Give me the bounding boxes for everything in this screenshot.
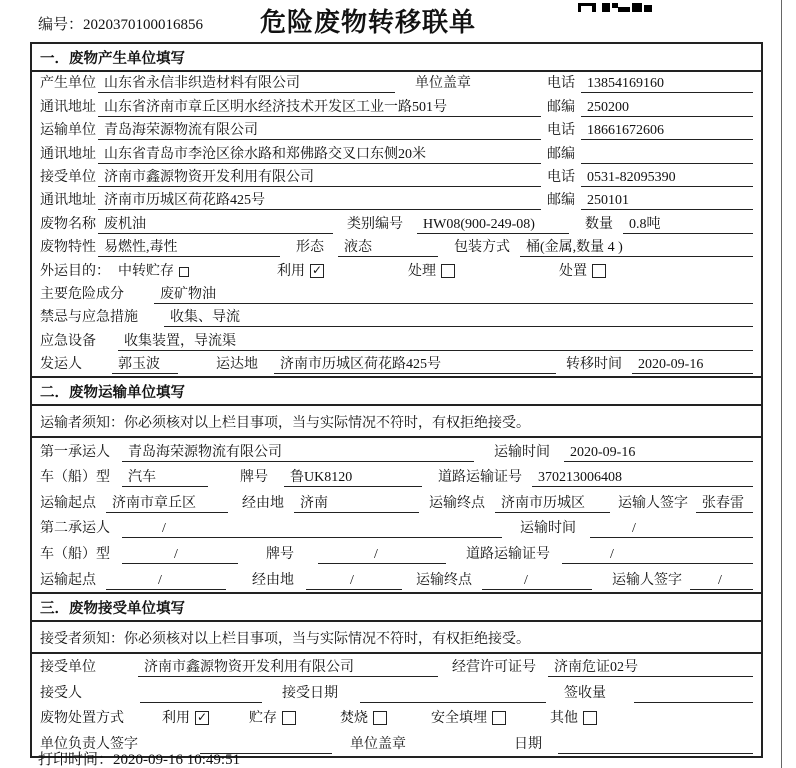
form-value: 液态	[338, 239, 438, 257]
producer-row	[32, 72, 761, 95]
transporter-phone-value: 18661672606	[581, 122, 753, 140]
hazard-label: 主要危险成分	[40, 286, 124, 302]
transporter-row	[32, 119, 761, 142]
destination-value: 济南市历城区荷花路425号	[274, 356, 556, 374]
trait-label: 废物特性	[40, 240, 96, 256]
packing-label: 包装方式	[454, 240, 510, 256]
page-title: 危险废物转移联单	[259, 7, 476, 37]
transfer-time-value: 2020-09-16	[632, 356, 753, 374]
waste-name-row	[32, 212, 761, 235]
terminus-label: 运输终点	[429, 495, 485, 511]
acceptor-label: 接受人	[40, 685, 82, 701]
consignor-label: 发运人	[40, 357, 82, 373]
disposal-label: 废物处置方式	[40, 711, 124, 727]
transport-time-label: 运输时间	[520, 521, 576, 537]
store-checkbox	[282, 711, 296, 725]
dispose-checkbox	[592, 264, 606, 278]
plate2-value: /	[318, 546, 446, 564]
option-label: 中转贮存	[118, 263, 174, 279]
transporter-label: 运输单位	[40, 123, 96, 139]
plate1-value: 鲁UK8120	[284, 469, 422, 487]
accept-unit-row	[32, 654, 761, 680]
zip-label: 邮编	[547, 99, 575, 115]
transporter-zip-value	[581, 146, 753, 164]
option-label: 处理	[408, 263, 436, 279]
waste-trait-row	[32, 236, 761, 259]
receiver-value: 济南市鑫源物资开发利用有限公司	[98, 169, 541, 187]
plate-label: 牌号	[240, 470, 268, 486]
carrier1-row	[32, 438, 761, 464]
transporter-notice: 运输者须知：你必须核对以上栏目事项，当与实际情况不符时，有权拒绝接受。	[32, 406, 761, 438]
sign1-value: 张春雷	[696, 495, 753, 513]
sign-qty-value	[634, 685, 753, 703]
permit2-value: /	[562, 546, 753, 564]
purpose-row	[32, 259, 761, 282]
section2-title: 二．废物运输单位填写	[32, 376, 761, 406]
address-label: 通讯地址	[40, 146, 96, 162]
transporter-sign-label: 运输人签字	[612, 572, 682, 588]
disposal-option-other	[550, 710, 597, 728]
permit1-value: 370213006408	[532, 469, 753, 487]
license-label: 经营许可证号	[452, 660, 536, 676]
origin-label: 运输起点	[40, 495, 96, 511]
route1-row	[32, 489, 761, 515]
option-label: 利用	[162, 711, 190, 727]
page-edge-line	[781, 0, 782, 768]
receiver-address-value: 济南市历城区荷花路425号	[98, 192, 541, 210]
landfill-checkbox	[492, 711, 506, 725]
transporter-address-value: 山东省青岛市李沧区徐水路和郑佛路交叉口东侧20米	[98, 146, 541, 164]
treat-checkbox	[441, 264, 455, 278]
category-label: 类别编号	[347, 216, 403, 232]
receiver-address-row	[32, 189, 761, 212]
transporter-sign-label: 运输人签字	[618, 495, 688, 511]
vehicle-type-label: 车（船）型	[40, 470, 110, 486]
vehicle-type-label: 车（船）型	[40, 547, 110, 563]
origin2-value: /	[106, 572, 226, 590]
purpose-option-dispose	[559, 263, 606, 281]
carrier1-label: 第一承运人	[40, 444, 110, 460]
via-label: 经由地	[242, 495, 284, 511]
print-time-value: 2020-09-16 10:49:51	[113, 752, 241, 768]
carrier1-time-value: 2020-09-16	[564, 444, 753, 462]
manifest-form	[30, 42, 763, 758]
receiver-label: 接受单位	[40, 169, 96, 185]
via2-value: /	[306, 572, 402, 590]
receiver-zip-value: 250101	[581, 192, 753, 210]
transporter-address-row	[32, 142, 761, 165]
phone-label: 电话	[547, 76, 575, 92]
category-value: HW08(900-249-08)	[417, 216, 569, 234]
print-time	[38, 748, 240, 768]
option-label: 处置	[559, 263, 587, 279]
route2-row	[32, 566, 761, 592]
option-label: 利用	[277, 263, 305, 279]
date-label: 日期	[514, 737, 542, 753]
receiver-notice: 接受者须知：你必须核对以上栏目事项，当与实际情况不符时，有权拒绝接受。	[32, 622, 761, 654]
head-sign-label: 单位负责人签字	[40, 737, 138, 753]
consignor-row	[32, 353, 761, 376]
address-label: 通讯地址	[40, 99, 96, 115]
producer-label: 产生单位	[40, 76, 96, 92]
producer-phone-value: 13854169160	[581, 75, 753, 93]
accept-date-label: 接受日期	[282, 685, 338, 701]
vehicle1-value: 汽车	[122, 469, 208, 487]
equipment-row	[32, 329, 761, 352]
destination-label: 运达地	[216, 357, 258, 373]
section3-title: 三．废物接受单位填写	[32, 592, 761, 622]
accept-unit-value: 济南市鑫源物资开发利用有限公司	[138, 659, 438, 677]
doc-number-value: 2020370100016856	[83, 17, 204, 33]
purpose-option-utilize	[277, 263, 324, 281]
accept-date-value	[360, 685, 546, 703]
terminus2-value: /	[482, 572, 592, 590]
terminus1-value: 济南市历城区	[495, 495, 610, 513]
producer-address-row	[32, 95, 761, 118]
option-label: 安全填埋	[431, 711, 487, 727]
waste-name-value: 废机油	[98, 216, 333, 234]
document-header	[0, 0, 796, 40]
equipment-value: 收集装置，导流渠	[118, 333, 753, 351]
accept-unit-label: 接受单位	[40, 660, 96, 676]
print-time-label: 打印时间：	[38, 752, 114, 768]
unit-stamp-label: 单位盖章	[415, 76, 471, 92]
carrier2-row	[32, 515, 761, 541]
purpose-option-treat	[408, 263, 455, 281]
utilize-checkbox: ✓	[311, 262, 323, 277]
option-label: 其他	[550, 711, 578, 727]
hazard-row	[32, 283, 761, 306]
other-checkbox	[583, 711, 597, 725]
zip-label: 邮编	[547, 146, 575, 162]
address-label: 通讯地址	[40, 193, 96, 209]
road-permit-label: 道路运输证号	[466, 547, 550, 563]
incinerate-checkbox	[373, 711, 387, 725]
quantity-label: 数量	[585, 216, 613, 232]
producer-zip-value: 250200	[581, 99, 753, 117]
equipment-label: 应急设备	[40, 333, 96, 349]
disposal-option-store	[249, 710, 296, 728]
packing-value: 桶(金属,数量 4 )	[520, 239, 753, 257]
sign2-value: /	[690, 572, 753, 590]
unit-stamp-label: 单位盖章	[350, 737, 406, 753]
producer-value: 山东省永信非织造材料有限公司	[98, 75, 395, 93]
carrier1-value: 青岛海荣源物流有限公司	[122, 444, 474, 462]
form-label: 形态	[296, 240, 324, 256]
disposal-option-utilize	[162, 710, 209, 728]
receiver-phone-value: 0531-82095390	[581, 169, 753, 187]
date-value	[558, 736, 753, 754]
transport-time-label: 运输时间	[494, 444, 550, 460]
waste-name-label: 废物名称	[40, 216, 96, 232]
carrier2-label: 第二承运人	[40, 521, 110, 537]
carrier2-value: /	[122, 520, 502, 538]
taboo-label: 禁忌与应急措施	[40, 310, 138, 326]
transfer-storage-checkbox	[179, 267, 189, 277]
doc-number-label: 编号：	[38, 17, 84, 33]
road-permit-label: 道路运输证号	[438, 470, 522, 486]
zip-label: 邮编	[547, 193, 575, 209]
phone-label: 电话	[547, 169, 575, 185]
taboo-row	[32, 306, 761, 329]
origin1-value: 济南市章丘区	[106, 495, 228, 513]
plate-label: 牌号	[266, 547, 294, 563]
option-label: 贮存	[249, 711, 277, 727]
disposal-row	[32, 705, 761, 731]
sign-qty-label: 签收量	[564, 685, 606, 701]
consignor-value: 郭玉波	[112, 356, 178, 374]
producer-address-value: 山东省济南市章丘区明水经济技术开发区工业一路501号	[98, 99, 541, 117]
disposal-option-incinerate	[340, 710, 387, 728]
carrier2-time-value: /	[590, 520, 753, 538]
disposal-option-landfill	[431, 710, 506, 728]
phone-label: 电话	[547, 123, 575, 139]
via-label: 经由地	[252, 572, 294, 588]
origin-label: 运输起点	[40, 572, 96, 588]
hazard-value: 废矿物油	[154, 286, 753, 304]
transporter-value: 青岛海荣源物流有限公司	[98, 122, 541, 140]
purpose-option-transfer-storage	[118, 263, 189, 281]
terminus-label: 运输终点	[416, 572, 472, 588]
qr-code-fragment-icon	[578, 0, 652, 18]
vehicle1-row	[32, 464, 761, 490]
acceptor-value	[140, 685, 262, 703]
vehicle2-row	[32, 540, 761, 566]
transfer-time-label: 转移时间	[566, 357, 622, 373]
utilize-checkbox: ✓	[196, 710, 208, 725]
license-value: 济南危证02号	[548, 659, 753, 677]
taboo-value: 收集、导流	[164, 309, 753, 327]
via1-value: 济南	[294, 495, 419, 513]
vehicle2-value: /	[122, 546, 238, 564]
acceptor-row	[32, 679, 761, 705]
purpose-label: 外运目的：	[40, 263, 110, 279]
option-label: 焚烧	[340, 711, 368, 727]
trait-value: 易燃性,毒性	[98, 239, 280, 257]
receiver-row	[32, 166, 761, 189]
quantity-value: 0.8吨	[623, 216, 753, 234]
section1-title: 一．废物产生单位填写	[32, 44, 761, 72]
